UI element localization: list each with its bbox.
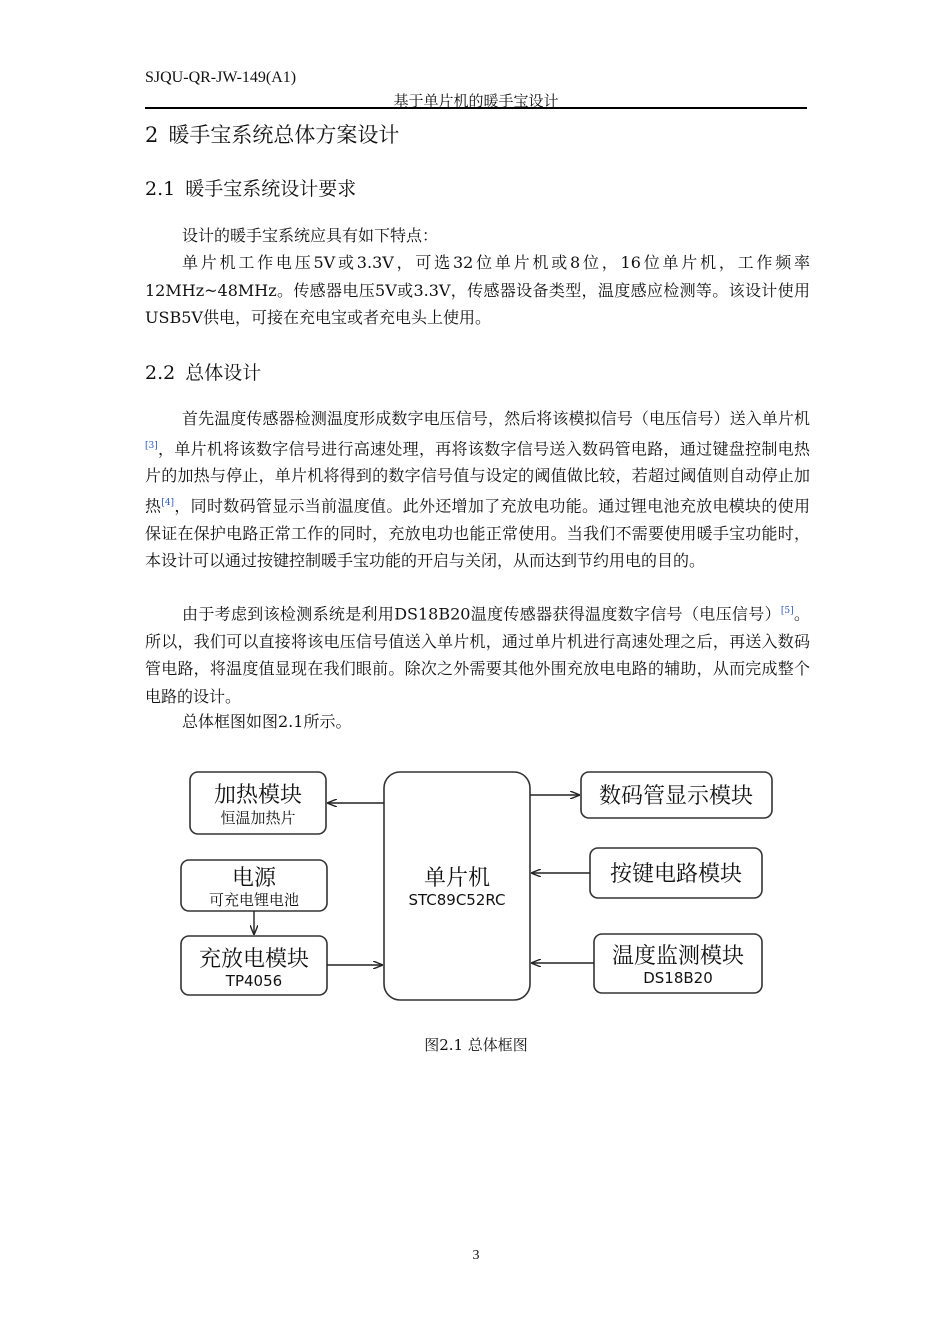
section-heading-2-1 bbox=[145, 174, 356, 201]
power-block bbox=[181, 860, 327, 911]
citation-link[interactable]: [5] bbox=[780, 606, 794, 616]
running-header-title: 基于单片机的暖手宝设计 bbox=[393, 92, 559, 110]
subsection-title: 暖手宝系统设计要求 bbox=[185, 178, 357, 200]
paragraph-figure-reference: 总体框图如图2.1所示。 bbox=[182, 712, 352, 731]
section-heading-2 bbox=[145, 119, 399, 149]
charge-block bbox=[181, 936, 327, 995]
text-run: 。所以，我们可以直接将该电压信号值送入单片机，通过单片机进行高速处理之后，再送入数码管电路，将温度值显现在我们眼前。除次之外需要其他外围充放电电路的辅助，从而完成整个电路的设计。 bbox=[145, 604, 810, 706]
mcu-block bbox=[384, 772, 530, 1000]
section-heading-2-2 bbox=[145, 358, 261, 385]
subsection-title: 总体设计 bbox=[185, 362, 262, 384]
paragraph-overall-design bbox=[145, 405, 810, 575]
block-diagram bbox=[170, 760, 790, 1010]
charge-title: 充放电模块 bbox=[198, 947, 310, 972]
heating-title: 加热模块 bbox=[213, 783, 303, 808]
figure-caption: 图2.1 总体框图 bbox=[424, 1036, 528, 1054]
citation-link[interactable]: [3] bbox=[145, 440, 158, 451]
keys-block bbox=[590, 848, 762, 898]
display-title: 数码管显示模块 bbox=[598, 784, 754, 809]
page-number: 3 bbox=[472, 1248, 480, 1263]
heating-sub: 恒温加热片 bbox=[220, 809, 296, 827]
keys-title: 按键电路模块 bbox=[609, 862, 743, 887]
power-sub: 可充电锂电池 bbox=[208, 891, 300, 909]
paragraph-requirements: 单片机工作电压5V或3.3V，可选32位单片机或8位，16位单片机，工作频率12MHz~48MHz。传感器电压5V或3.3V，传感器设备类型，温度感应检测等。该设计使用USB5V供电，可接在充电宝或者充电头上使用。 bbox=[145, 253, 810, 327]
paragraph-features-intro: 设计的暖手宝系统应具有如下特点： bbox=[182, 226, 439, 245]
charge-sub: TP4056 bbox=[225, 972, 283, 990]
power-title: 电源 bbox=[231, 866, 277, 891]
text-run: ，同时数码管显示当前温度值。此外还增加了充放电功能。通过锂电池充放电模块的使用保证在保护电路正常工作的同时，充放电功也能正常使用。当我们不需要使用暖手宝功能时，本设计可以通过按键控制暖手宝功能的开启与关闭，从而达到节约用电的目的。 bbox=[145, 496, 810, 571]
subsection-number: 2.1 bbox=[145, 178, 176, 200]
subsection-number: 2.2 bbox=[145, 362, 176, 384]
mcu-model: STC89C52RC bbox=[408, 891, 506, 909]
section-number: 2 bbox=[145, 123, 159, 147]
header-divider bbox=[145, 107, 807, 109]
citation-link[interactable]: [4] bbox=[161, 497, 175, 508]
mcu-title: 单片机 bbox=[423, 866, 491, 891]
section-title: 暖手宝系统总体方案设计 bbox=[168, 123, 400, 147]
temp-sub: DS18B20 bbox=[643, 969, 713, 987]
paragraph-ds18b20 bbox=[145, 598, 810, 710]
document-code: SJQU-QR-JW-149(A1) bbox=[145, 69, 297, 86]
display-block bbox=[581, 772, 772, 818]
text-run: ，单片机将该数字信号进行高速处理，再将该数字信号送入数码管电路，通过键盘控制电热片的加热与停止，单片机将得到的数字信号值与设定的阈值做比较，若超过阈值则自动停止加热 bbox=[145, 438, 810, 516]
text-run: 首先温度传感器检测温度形成数字电压信号，然后将该模拟信号（电压信号）送入单片机 bbox=[182, 409, 810, 428]
text-run: 由于考虑到该检测系统是利用DS18B20温度传感器获得温度数字信号（电压信号） bbox=[182, 604, 781, 624]
temp-title: 温度监测模块 bbox=[611, 944, 745, 969]
heating-block bbox=[190, 772, 326, 834]
temp-block bbox=[594, 934, 762, 993]
